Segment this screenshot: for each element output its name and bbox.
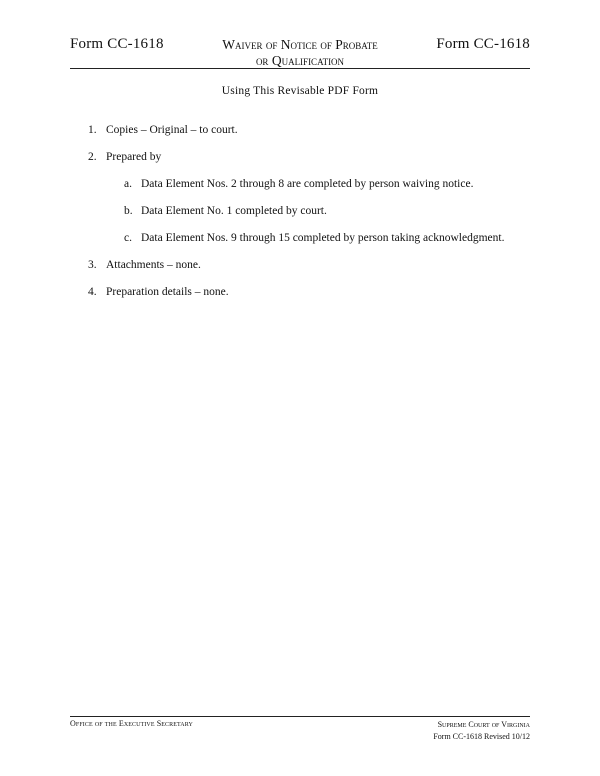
list-item-text: Prepared by	[106, 151, 162, 163]
footer-court-info	[433, 719, 530, 743]
sub-list-item-letter: a.	[124, 178, 132, 190]
form-title	[190, 37, 410, 69]
sub-list-item-letter: c.	[124, 232, 132, 244]
form-title-line-1: Waiver of Notice of Probate	[222, 37, 378, 52]
sub-list-item-text: Data Element Nos. 9 through 15 completed by person taking acknowledgment.	[141, 232, 505, 244]
sub-list-item	[124, 232, 504, 244]
list-item	[88, 151, 161, 163]
sub-list-item-text: Data Element Nos. 2 through 8 are completed by person waiving notice.	[141, 178, 474, 190]
header-divider	[70, 68, 530, 69]
list-item-number: 2.	[88, 151, 97, 163]
list-item-text: Copies – Original – to court.	[106, 124, 238, 136]
form-title-line-2: or Qualification	[255, 53, 345, 68]
list-item-number: 3.	[88, 259, 97, 271]
sub-list-item-text: Data Element No. 1 completed by court.	[141, 205, 327, 217]
form-number-left: Form CC-1618	[70, 36, 164, 52]
list-item	[88, 286, 229, 298]
list-item-number: 1.	[88, 124, 97, 136]
footer-form-revision: Form CC-1618 Revised 10/12	[433, 732, 530, 741]
list-item-text: Attachments – none.	[106, 259, 201, 271]
footer-court-name: Supreme Court of Virginia	[437, 720, 530, 729]
sub-list-item	[124, 205, 327, 217]
list-item	[88, 124, 238, 136]
form-number-right: Form CC-1618	[436, 36, 530, 52]
sub-list-item-letter: b.	[124, 205, 133, 217]
footer-office: Office of the Executive Secretary	[70, 719, 193, 728]
list-item	[88, 259, 201, 271]
page-subtitle: Using This Revisable PDF Form	[221, 85, 379, 97]
footer-divider	[70, 716, 530, 717]
sub-list-item	[124, 178, 473, 190]
list-item-text: Preparation details – none.	[106, 286, 229, 298]
list-item-number: 4.	[88, 286, 97, 298]
page-header	[70, 34, 530, 68]
